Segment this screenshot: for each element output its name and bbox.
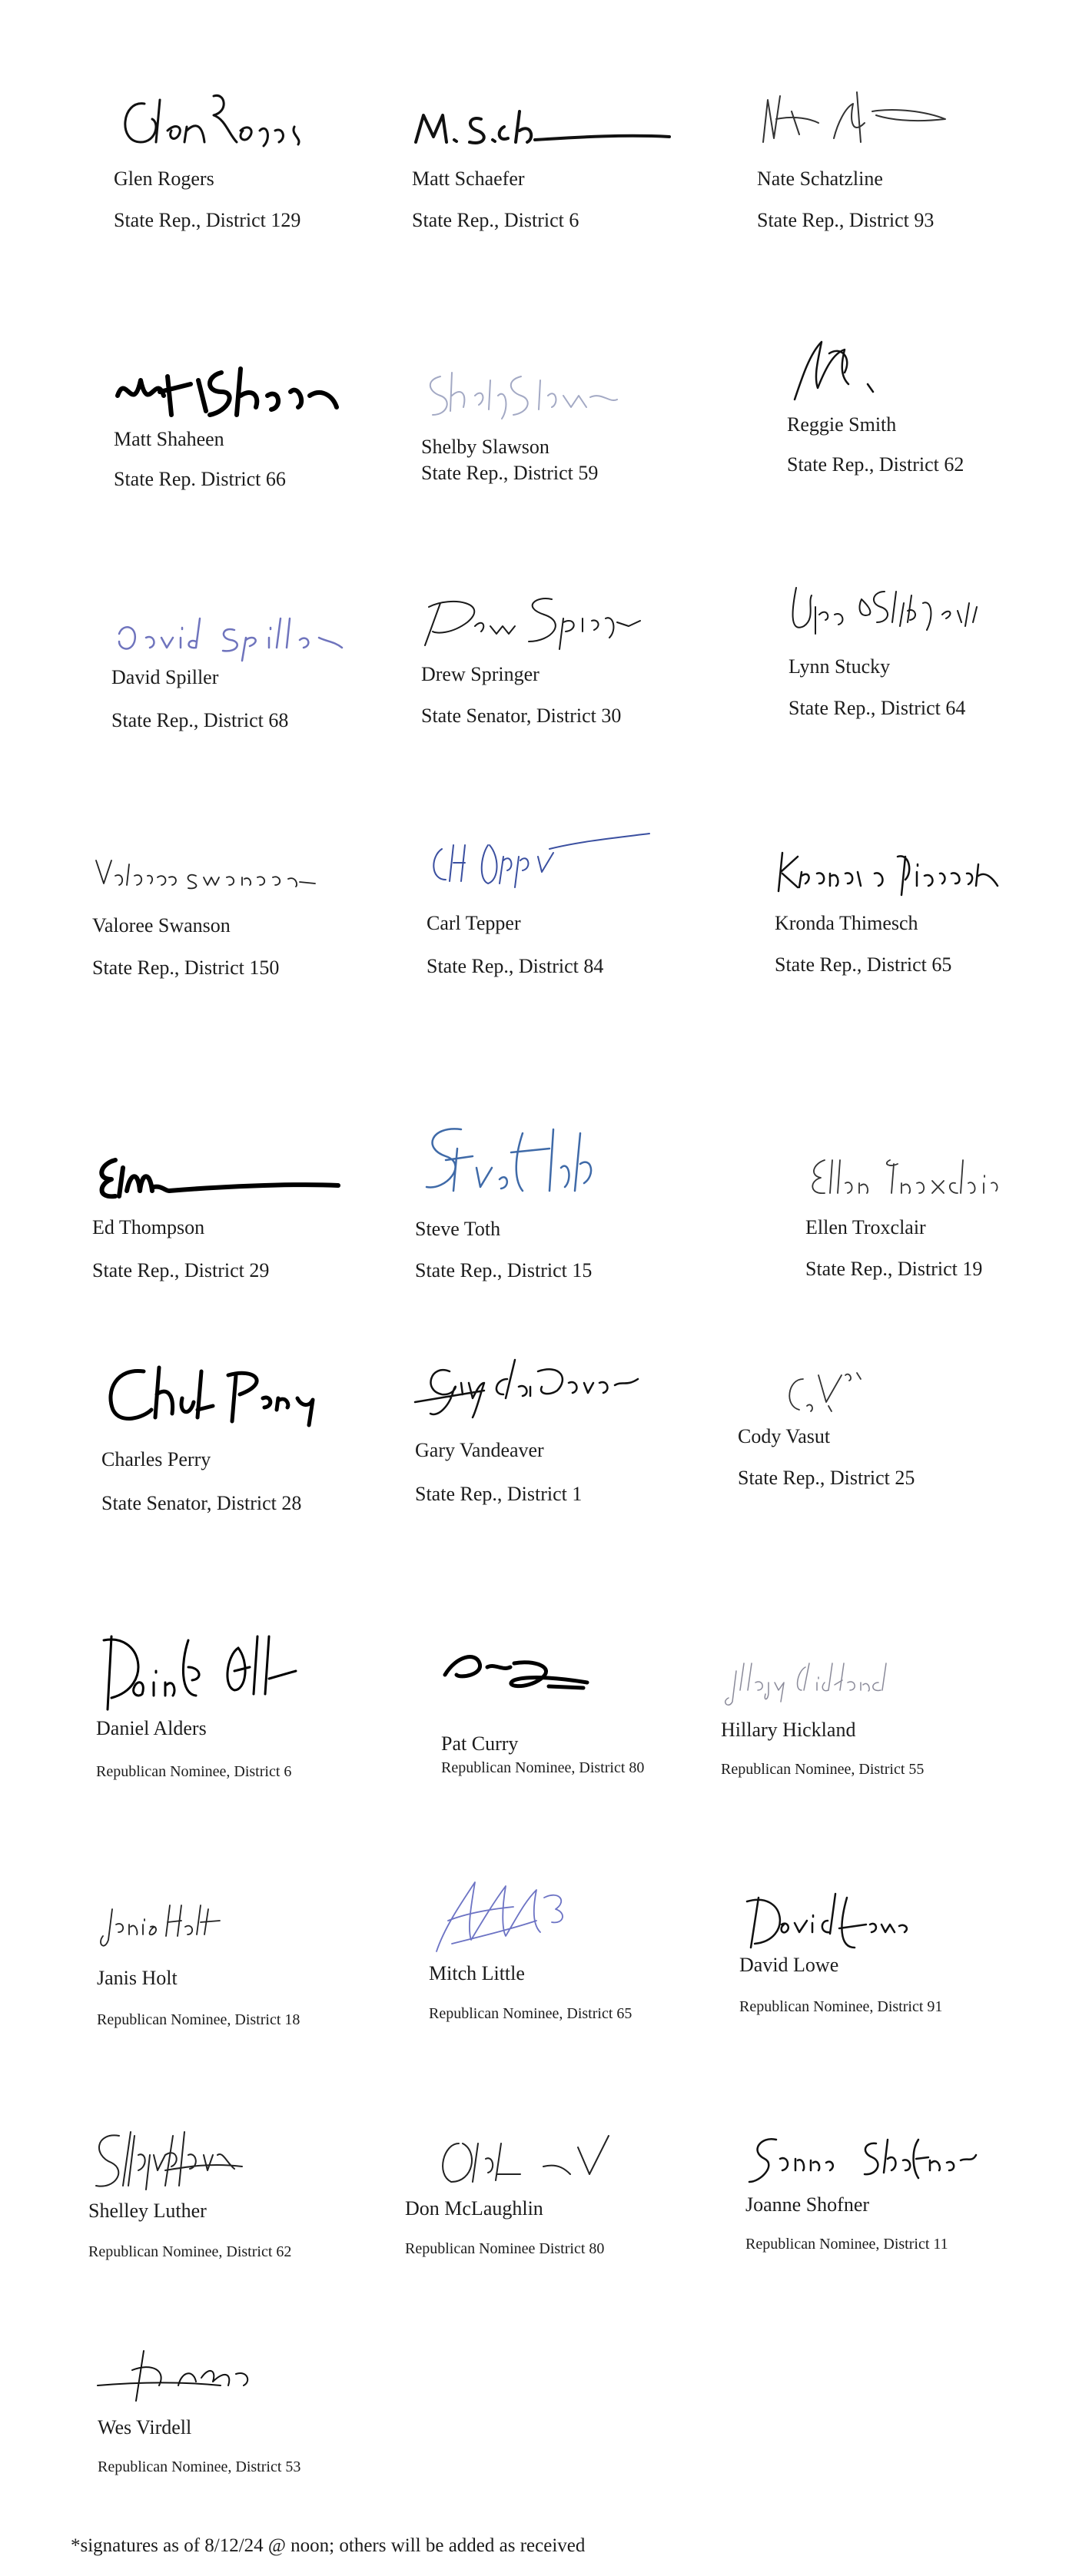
- signatory-name: Matt Shaheen: [114, 428, 224, 450]
- signatory-title: State Rep., District 68: [111, 709, 289, 731]
- signatory-name: Kronda Thimesch: [775, 912, 918, 934]
- signatory-name: David Lowe: [739, 1954, 839, 1976]
- signatory-name: Gary Vandeaver: [415, 1439, 544, 1461]
- signatory-name: Shelby Slawson: [421, 436, 549, 458]
- signatory-name: Matt Schaefer: [412, 167, 525, 190]
- signatory-title: Republican Nominee, District 80: [441, 1759, 645, 1776]
- signatory-title: State Rep., District 6: [412, 209, 579, 231]
- signatory-title: State Senator, District 30: [421, 705, 622, 727]
- handwritten-signature: [97, 1898, 266, 1959]
- handwritten-signature: [405, 2128, 643, 2197]
- signatory-name: Mitch Little: [429, 1962, 525, 1984]
- handwritten-signature: [745, 2128, 1007, 2197]
- handwritten-signature: [88, 2124, 257, 2201]
- handwritten-signature: [427, 826, 657, 903]
- signatory-name: Charles Perry: [101, 1448, 211, 1470]
- signatory-title: Republican Nominee, District 91: [739, 1998, 943, 2015]
- signatory-name: David Spiller: [111, 666, 219, 688]
- signatory-name: Lynn Stucky: [788, 655, 891, 678]
- handwritten-signature: [98, 2339, 282, 2409]
- handwritten-signature: [739, 1886, 916, 1955]
- signatory-name: Hillary Hickland: [721, 1719, 856, 1741]
- signatory-name: Joanne Shofner: [745, 2193, 870, 2216]
- handwritten-signature: [721, 1656, 936, 1709]
- handwritten-signature: [92, 845, 323, 899]
- handwritten-signature: [421, 350, 621, 426]
- handwritten-signature: [805, 1149, 1021, 1202]
- signatory-name: Wes Virdell: [98, 2416, 192, 2438]
- signatory-name: Janis Holt: [97, 1967, 178, 1989]
- handwritten-signature: [775, 841, 1013, 903]
- handwritten-signature: [787, 330, 910, 407]
- signatory-name: Cody Vasut: [738, 1425, 831, 1447]
- handwritten-signature: [421, 584, 652, 653]
- handwritten-signature: [441, 1640, 610, 1702]
- signatory-name: Pat Curry: [441, 1732, 519, 1755]
- handwritten-signature: [757, 77, 957, 154]
- signatory-title: Republican Nominee, District 62: [88, 2243, 292, 2260]
- signatory-name: Don McLaughlin: [405, 2197, 543, 2220]
- handwritten-signature: [96, 1625, 334, 1717]
- handwritten-signature: [114, 350, 344, 426]
- signatory-name: Glen Rogers: [114, 167, 214, 190]
- signatory-title: Republican Nominee, District 55: [721, 1761, 925, 1778]
- handwritten-signature: [738, 1364, 891, 1425]
- signatory-title: Republican Nominee, District 53: [98, 2458, 301, 2475]
- signatory-title: State Senator, District 28: [101, 1492, 302, 1514]
- signatory-title: State Rep., District 62: [787, 453, 964, 476]
- handwritten-signature: [412, 77, 673, 154]
- signatory-name: Carl Tepper: [427, 912, 521, 934]
- signatory-title: State Rep., District 150: [92, 956, 280, 979]
- signatory-title: State Rep., District 25: [738, 1467, 915, 1489]
- handwritten-signature: [111, 595, 350, 665]
- signatory-title: Republican Nominee District 80: [405, 2240, 605, 2257]
- signatory-title: State Rep., District 1: [415, 1483, 583, 1505]
- signatory-title: State Rep., District 129: [114, 209, 301, 231]
- signatory-name: Ed Thompson: [92, 1216, 205, 1238]
- handwritten-signature: [415, 1348, 653, 1425]
- handwritten-signature: [429, 1875, 583, 1959]
- signatory-title: State Rep. District 66: [114, 468, 286, 490]
- signatory-name: Daniel Alders: [96, 1717, 207, 1739]
- signatory-title: State Rep., District 93: [757, 209, 935, 231]
- signatory-title: Republican Nominee, District 11: [745, 2236, 948, 2253]
- signatory-name: Valoree Swanson: [92, 914, 231, 937]
- signatory-title: State Rep., District 65: [775, 953, 952, 976]
- handwritten-signature: [415, 1118, 630, 1202]
- signatory-title: Republican Nominee, District 18: [97, 2011, 300, 2028]
- signatory-name: Nate Schatzline: [757, 167, 883, 190]
- handwritten-signature: [114, 77, 314, 154]
- signatory-title: State Rep., District 64: [788, 697, 966, 719]
- signatory-name: Shelley Luther: [88, 2200, 207, 2222]
- signatory-title: State Rep., District 15: [415, 1259, 593, 1281]
- signatory-name: Steve Toth: [415, 1218, 501, 1240]
- signatory-title: State Rep., District 84: [427, 955, 604, 977]
- handwritten-signature: [101, 1360, 355, 1429]
- signatory-name: Reggie Smith: [787, 413, 897, 436]
- signatory-title: State Rep., District 29: [92, 1259, 270, 1281]
- signatory-title: State Rep., District 19: [805, 1258, 983, 1280]
- handwritten-signature: [92, 1149, 346, 1202]
- signatory-title: Republican Nominee, District 65: [429, 2005, 632, 2022]
- handwritten-signature: [788, 572, 988, 649]
- signatory-name: Drew Springer: [421, 663, 540, 685]
- signatory-title: Republican Nominee, District 6: [96, 1763, 292, 1780]
- signatory-name: Ellen Troxclair: [805, 1216, 926, 1238]
- footnote: *signatures as of 8/12/24 @ noon; others will be added as received: [71, 2535, 586, 2556]
- signatory-title: State Rep., District 59: [421, 462, 599, 484]
